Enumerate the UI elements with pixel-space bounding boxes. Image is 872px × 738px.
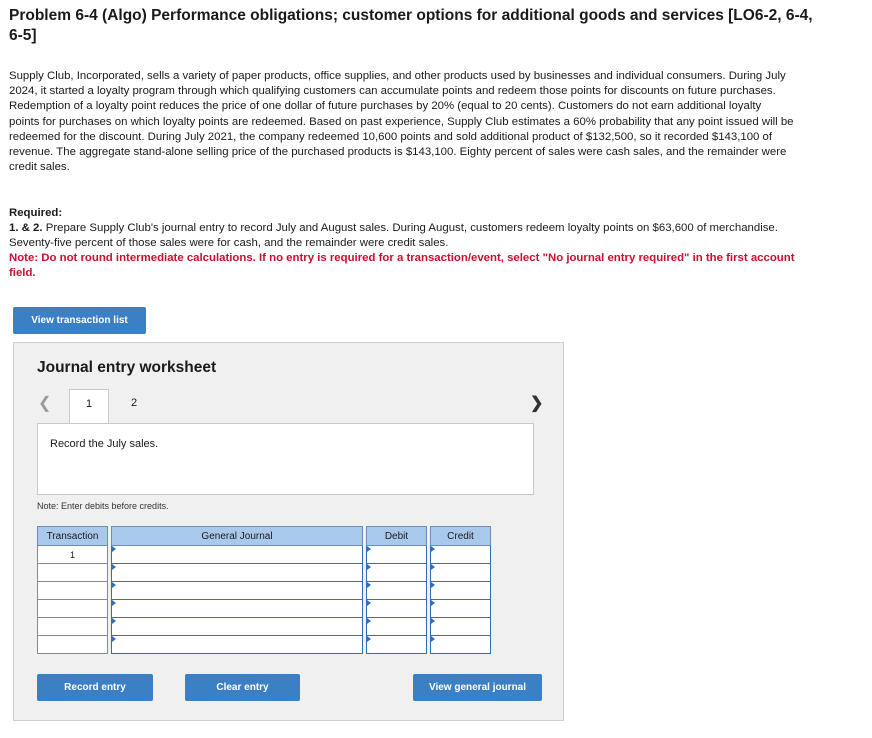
debit-field[interactable] — [367, 582, 427, 600]
credit-field[interactable] — [431, 618, 491, 636]
column-header-credit: Credit — [431, 527, 491, 546]
account-field[interactable] — [112, 582, 363, 600]
transaction-number-cell: 1 — [38, 546, 108, 564]
tab-1[interactable]: 1 — [69, 389, 109, 423]
journal-table — [37, 526, 491, 654]
credit-field[interactable] — [431, 636, 491, 654]
record-entry-button[interactable]: Record entry — [37, 674, 153, 701]
required-instructions: Prepare Supply Club's journal entry to record July and August sales. During August, customers redeem loyalty points on $63,600 of merchandise. Seventy-five percent of those sales were for cash, and the remainder were credit sales. — [9, 222, 778, 250]
required-heading: Required: — [9, 207, 63, 219]
account-field[interactable] — [112, 600, 363, 618]
chevron-left-icon[interactable]: ❮ — [38, 395, 52, 412]
column-header-general-journal: General Journal — [112, 527, 363, 546]
tab-2[interactable]: 2 — [130, 397, 138, 409]
account-field[interactable] — [112, 546, 363, 564]
transaction-cell — [38, 582, 108, 600]
credit-field[interactable] — [431, 564, 491, 582]
entry-description-box — [37, 423, 534, 495]
table-row — [38, 636, 491, 654]
table-row — [38, 546, 491, 564]
chevron-right-icon[interactable]: ❯ — [530, 395, 544, 412]
problem-description: Supply Club, Incorporated, sells a variety of paper products, office supplies, and other products used by businesses and individual consumers. During July 2024, it started a loyalty program through which qualifying customers can accumulate points and redeem those points for discounts on future purchases. Redemption of a loyalty point reduces the price of one dollar of future purchases by 20% (equal to 20 cents). Customers do not earn additional loyalty points for purchases on which loyalty points are redeemed. Based on past experience, Supply Club estimates a 60% probability that any point issued will be redeemed for the discount. During July 2021, the company redeemed 10,600 points and sold additional product of $132,500, so it recorded $143,100 of revenue. The aggregate stand-alone selling price of the purchased products is $143,100. Eighty percent of sales were cash sales, and the remainder were credit sales. — [9, 70, 794, 174]
account-field[interactable] — [112, 618, 363, 636]
clear-entry-button[interactable]: Clear entry — [185, 674, 300, 701]
rounding-note: Note: Do not round intermediate calculations. If no entry is required for a transaction/event, select "No journal entry required" in the first account field. — [9, 252, 795, 280]
required-text — [9, 221, 809, 251]
worksheet-title: Journal entry worksheet — [37, 359, 217, 376]
credit-field[interactable] — [431, 582, 491, 600]
view-transaction-list-button[interactable]: View transaction list — [13, 307, 146, 334]
transaction-cell — [38, 636, 108, 654]
table-row — [38, 582, 491, 600]
entry-description: Record the July sales. — [50, 438, 159, 450]
table-row — [38, 600, 491, 618]
credit-field[interactable] — [431, 600, 491, 618]
problem-title: Problem 6-4 (Algo) Performance obligations; customer options for additional goods and services [LO6-2, 6-4, 6-5] — [9, 7, 813, 44]
column-header-debit: Debit — [367, 527, 427, 546]
transaction-cell — [38, 564, 108, 582]
required-part-label: 1. & 2. — [9, 222, 43, 234]
debit-field[interactable] — [367, 636, 427, 654]
debit-field[interactable] — [367, 600, 427, 618]
transaction-cell — [38, 618, 108, 636]
table-row — [38, 564, 491, 582]
column-header-transaction: Transaction — [38, 527, 108, 546]
transaction-cell — [38, 600, 108, 618]
debit-field[interactable] — [367, 618, 427, 636]
debit-field[interactable] — [367, 546, 427, 564]
journal-entry-worksheet — [13, 342, 564, 721]
view-general-journal-button[interactable]: View general journal — [413, 674, 542, 701]
debit-field[interactable] — [367, 564, 427, 582]
account-field[interactable] — [112, 564, 363, 582]
credit-field[interactable] — [431, 546, 491, 564]
debit-credit-note: Note: Enter debits before credits. — [37, 501, 169, 511]
account-field[interactable] — [112, 636, 363, 654]
table-row — [38, 618, 491, 636]
